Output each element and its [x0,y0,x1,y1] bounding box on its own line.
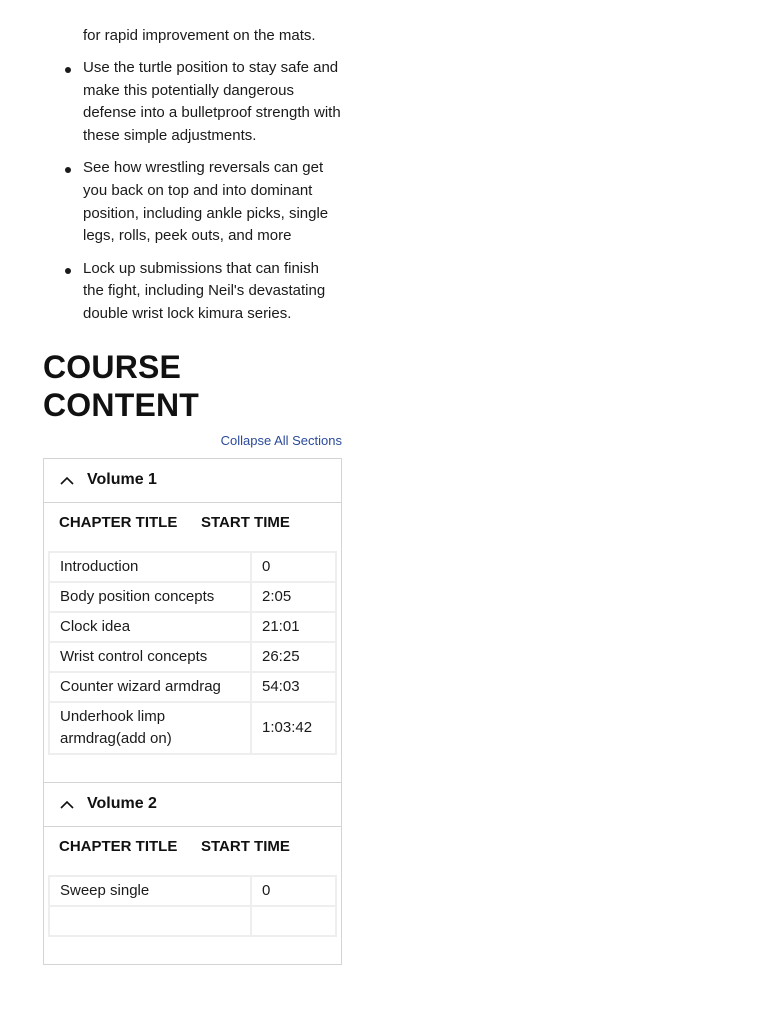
volume-2-header[interactable] [44,783,341,827]
chapter-title-cell: Clock idea [49,612,251,642]
chapter-table-header [44,827,341,867]
table-row [49,702,336,754]
course-content-title: COURSE CONTENT [43,348,200,423]
start-time-cell: 1:03:42 [251,702,336,754]
chapter-title-cell: Counter wizard armdrag [49,672,251,702]
start-time-column-header: START TIME [201,838,290,856]
volume-title: Volume 1 [87,471,157,489]
chapter-table-header [44,503,341,543]
table-row [49,906,336,936]
start-time-cell: 21:01 [251,612,336,642]
course-accordion [43,458,342,965]
feature-list-item [43,157,342,247]
volume-1-chapters [44,543,341,783]
feature-text: See how wrestling reversals can get you back on top and into dominant position, including ankle picks, single legs, rolls, peek outs, and more [83,159,329,245]
chapter-title-cell: Underhook limp armdrag(add on) [49,702,251,754]
table-row [49,582,336,612]
chevron-up-icon [58,797,76,811]
table-row [49,642,336,672]
chapter-title-cell: Wrist control concepts [49,642,251,672]
chapter-title-cell [49,906,251,936]
start-time-cell: 2:05 [251,582,336,612]
feature-list [43,57,342,326]
chapter-table [48,551,337,755]
bullet-icon [65,167,71,173]
table-row [49,552,336,582]
product-content [43,0,342,965]
feature-list-item [43,57,342,147]
start-time-cell: 54:03 [251,672,336,702]
bullet-icon [65,268,71,274]
volume-title: Volume 2 [87,795,157,813]
chapter-title-column-header: CHAPTER TITLE [59,514,178,532]
feature-text: Use the turtle position to stay safe and make this potentially dangerous defense into a bulletproof strength with these simple adjustments. [83,59,341,144]
chevron-up-icon [58,473,76,487]
collapse-all-sections-link[interactable]: Collapse All Sections [220,432,342,448]
start-time-cell: 0 [251,876,336,906]
chapter-title-cell: Introduction [49,552,251,582]
table-row [49,612,336,642]
feature-text: Lock up submissions that can finish the fight, including Neil's devastating double wrist lock kimura series. [83,259,326,322]
table-row [49,876,336,906]
chapter-title-cell: Sweep single [49,876,251,906]
start-time-column-header: START TIME [201,514,290,532]
chapter-table [48,875,337,937]
table-row [49,672,336,702]
chapter-title-column-header: CHAPTER TITLE [59,838,178,856]
description-text: for rapid improvement on the mats. [83,27,316,44]
start-time-cell: 0 [251,552,336,582]
volume-2-chapters [44,867,341,965]
chapter-title-cell: Body position concepts [49,582,251,612]
start-time-cell: 26:25 [251,642,336,672]
bullet-icon [65,67,71,73]
volume-1-header[interactable] [44,459,341,503]
feature-list-item [43,258,342,326]
start-time-cell [251,906,336,936]
